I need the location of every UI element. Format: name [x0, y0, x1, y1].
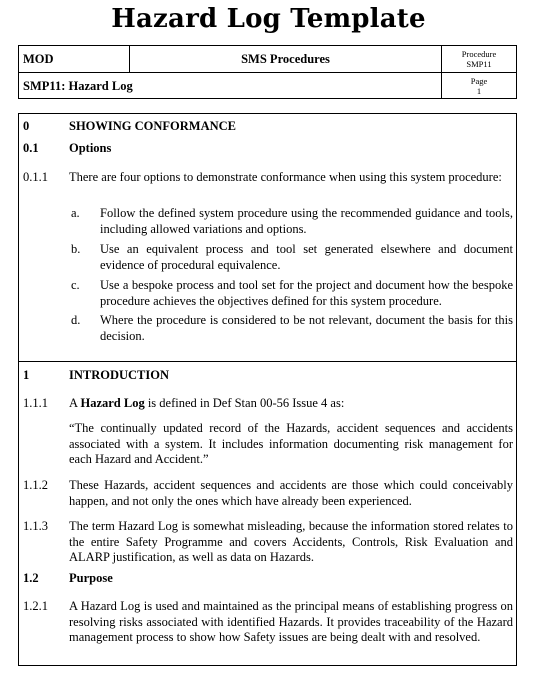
page-title: Hazard Log Template	[111, 4, 426, 34]
paragraph-text-lead: A	[69, 396, 81, 410]
procedure-label: Procedure	[461, 49, 497, 59]
page-number: 1	[476, 86, 482, 96]
subsection-number: 1.2	[23, 571, 39, 585]
header-doc-title: SMP11: Hazard Log	[19, 73, 442, 99]
header-page-ref	[442, 73, 516, 99]
hazard-log-term: Hazard Log	[80, 396, 145, 410]
paragraph-number: 0.1.1	[23, 170, 48, 184]
header-procedure-ref	[442, 46, 516, 72]
section-number: 1	[23, 368, 30, 382]
list-item-text: Use an equivalent process and tool set generated elsewhere and document evidence of procedural equivalence.	[100, 242, 513, 272]
header-doc-series: SMS Procedures	[130, 46, 442, 72]
list-item-letter: b.	[71, 242, 81, 256]
section-heading: SHOWING CONFORMANCE	[69, 119, 237, 133]
section-heading: INTRODUCTION	[69, 368, 170, 382]
paragraph-text	[69, 396, 513, 412]
paragraph-text: The term Hazard Log is somewhat misleading, because the information stored relates to the entire Safety Programme and covers Accidents, Controls, Risk Evaluation and ALARP justification, as well as data on Hazards.	[69, 519, 513, 564]
subsection-heading: Options	[69, 141, 112, 155]
list-item-letter: d.	[71, 313, 81, 327]
introduction-section	[18, 360, 517, 666]
paragraph-text: There are four options to demonstrate conformance when using this system procedure:	[69, 170, 502, 184]
subsection-number: 0.1	[23, 141, 39, 155]
list-item-letter: c.	[71, 278, 80, 292]
paragraph-number: 1.1.3	[23, 519, 48, 533]
list-item-text: Use a bespoke process and tool set for the project and document how the bespoke procedure achieves the objectives defined for this system procedure.	[100, 278, 513, 308]
paragraph-text: These Hazards, accident sequences and accidents are those which could conceivably happen, and not only the ones which have already been experienced.	[69, 478, 513, 508]
list-item-letter: a.	[71, 206, 80, 220]
document-header-table	[18, 45, 517, 99]
definition-quote: “The continually updated record of the Hazards, accident sequences and accidents associated with a system. It includes information documenting risk management for each Hazard and Accident.”	[69, 421, 513, 466]
subsection-heading: Purpose	[69, 571, 113, 585]
header-org: MOD	[19, 46, 130, 72]
paragraph-number: 1.1.1	[23, 396, 48, 410]
header-row-top	[19, 46, 516, 73]
procedure-value: SMP11	[466, 59, 492, 69]
section-number: 0	[23, 119, 30, 133]
list-item-text: Where the procedure is considered to be not relevant, document the basis for this decision.	[100, 313, 513, 343]
paragraph-number: 1.1.2	[23, 478, 48, 492]
paragraph-number: 1.2.1	[23, 599, 48, 613]
page-label: Page	[470, 76, 488, 86]
list-item-text: Follow the defined system procedure using the recommended guidance and tools, including allowed variations and options.	[100, 206, 513, 236]
header-row-bottom	[19, 73, 516, 99]
paragraph-text: A Hazard Log is used and maintained as the principal means of establishing progress on resolving risks associated with identified Hazards. It provides traceability of the Hazard management process to show how Safety issues are being dealt with and resolved.	[69, 599, 513, 644]
conformance-section	[18, 113, 517, 362]
paragraph-text-tail: is defined in Def Stan 00-56 Issue 4 as:	[144, 396, 345, 410]
